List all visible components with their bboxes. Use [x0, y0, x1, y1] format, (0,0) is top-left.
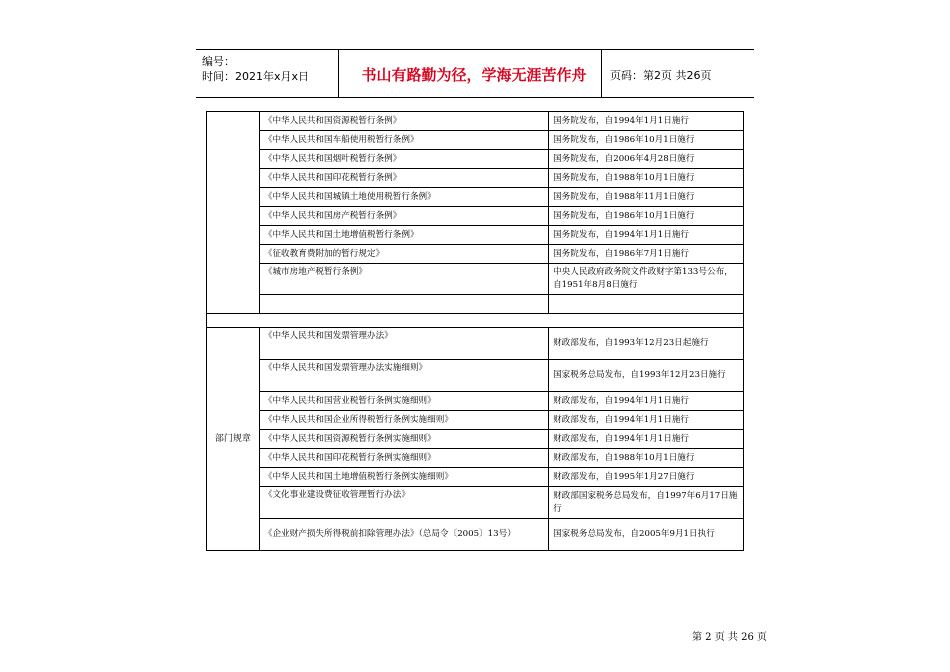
regulation-info: 国务院发布，自1994年1月1日施行	[549, 112, 744, 131]
regulation-name: 《中华人民共和国城镇土地使用税暂行条例》	[259, 188, 548, 207]
regulation-info: 国务院发布，自1988年11月1日施行	[549, 188, 744, 207]
regulation-info: 财政部发布，自1995年1月27日施行	[549, 468, 744, 487]
header-page-info: 页码：第2页 共26页	[610, 69, 712, 82]
section-separator	[207, 314, 744, 328]
regulation-name: 《企业财产损失所得税前扣除管理办法》（总局令〔2005〕13号）	[259, 519, 548, 551]
regulation-info: 中央人民政府政务院文件政财字第133号公布，自1951年8月8日施行	[549, 264, 744, 295]
regulation-name: 《中华人民共和国资源税暂行条例实施细则》	[259, 430, 548, 449]
regulation-info: 国务院发布，自1986年10月1日施行	[549, 131, 744, 150]
regulation-info: 财政部发布，自1994年1月1日施行	[549, 392, 744, 411]
regulation-name: 《中华人民共和国营业税暂行条例实施细则》	[259, 392, 548, 411]
page-header	[196, 49, 754, 98]
regulation-name: 《中华人民共和国企业所得税暂行条例实施细则》	[259, 411, 548, 430]
regulation-info: 国务院发布，自1986年7月1日施行	[549, 245, 744, 264]
regulation-info: 财政部发布，自1993年12月23日起施行	[549, 328, 744, 360]
header-motto: 书山有路勤为径，学海无涯苦作舟	[361, 66, 587, 84]
regulation-name: 《中华人民共和国土地增值税暂行条例实施细则》	[259, 468, 548, 487]
regulation-name: 《中华人民共和国发票管理办法》	[259, 328, 548, 360]
regulation-name: 《中华人民共和国土地增值税暂行条例》	[259, 226, 548, 245]
regulation-info: 国务院发布，自1986年10月1日施行	[549, 207, 744, 226]
regulation-name: 《中华人民共和国房产税暂行条例》	[259, 207, 548, 226]
regulation-info: 国家税务总局发布，自1993年12月23日施行	[549, 360, 744, 392]
empty-cell	[259, 295, 548, 314]
regulation-info: 国务院发布，自1994年1月1日施行	[549, 226, 744, 245]
regulation-name: 《中华人民共和国印花税暂行条例》	[259, 169, 548, 188]
regulation-info: 国务院发布，自2006年4月28日施行	[549, 150, 744, 169]
header-page-cell	[601, 50, 755, 97]
regulation-name: 《征收教育费附加的暂行规定》	[259, 245, 548, 264]
regulation-info: 财政部发布，自1994年1月1日施行	[549, 430, 744, 449]
regulations-table	[206, 111, 744, 551]
document-number-label: 编号：	[202, 55, 235, 68]
empty-cell	[549, 295, 744, 314]
regulation-name: 《文化事业建设费征收管理暂行办法》	[259, 487, 548, 519]
regulation-name: 《中华人民共和国车船使用税暂行条例》	[259, 131, 548, 150]
category-cell-admin-regulations	[207, 112, 260, 314]
regulation-name: 《中华人民共和国烟叶税暂行条例》	[259, 150, 548, 169]
document-time-label: 时间：2021年x月x日	[202, 70, 310, 83]
category-cell-department-rules: 部门规章	[207, 328, 260, 551]
regulation-info: 财政部发布，自1988年10月1日施行	[549, 449, 744, 468]
regulation-info: 国家税务总局发布，自2005年9月1日执行	[549, 519, 744, 551]
page-footer: 第 2 页 共 26 页	[692, 632, 767, 643]
regulation-name: 《中华人民共和国印花税暂行条例实施细则》	[259, 449, 548, 468]
regulation-name: 《中华人民共和国资源税暂行条例》	[259, 112, 548, 131]
regulation-name: 《城市房地产税暂行条例》	[259, 264, 548, 295]
header-meta-cell	[196, 50, 339, 97]
regulation-info: 财政部发布，自1994年1月1日施行	[549, 411, 744, 430]
regulation-name: 《中华人民共和国发票管理办法实施细则》	[259, 360, 548, 392]
regulation-info: 国务院发布，自1988年10月1日施行	[549, 169, 744, 188]
regulation-info: 财政部国家税务总局发布，自1997年6月17日施行	[549, 487, 744, 519]
